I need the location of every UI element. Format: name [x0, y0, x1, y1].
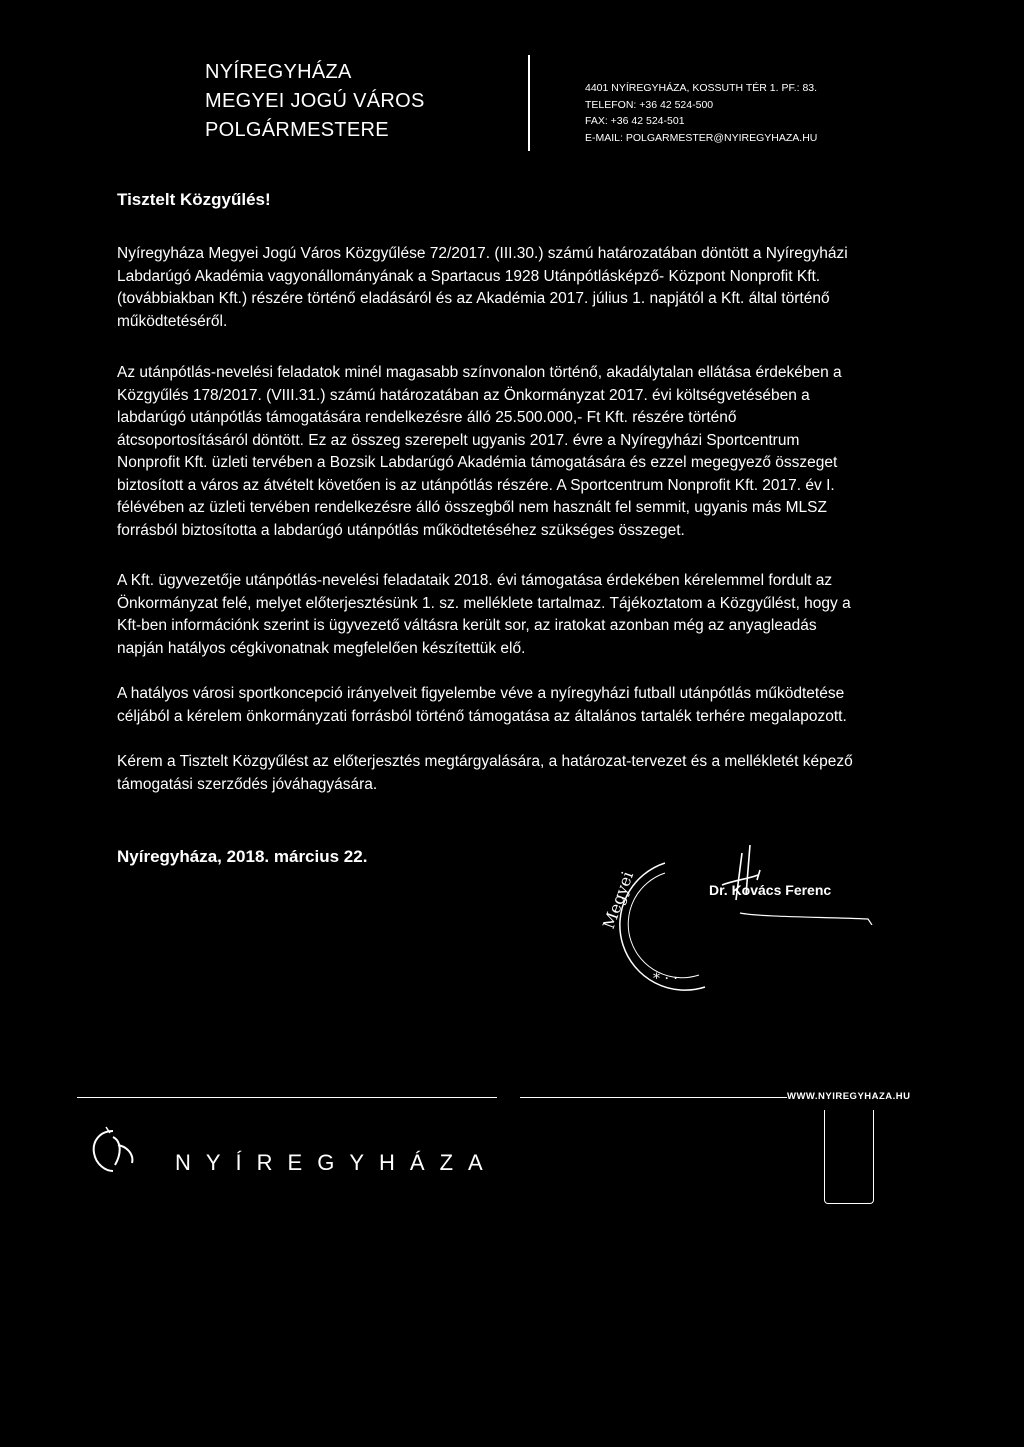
header-divider [528, 55, 530, 151]
paragraph-line: átcsoportosításáról döntött. Ez az összeg szerepelt ugyanis 2017. évre a Nyíregyházi Sportcentrum [117, 431, 800, 449]
paragraph-line: napján hatályos cégkivonatnak megfelelően készítettük elő. [117, 639, 526, 657]
office-title-line-3: POLGÁRMESTERE [205, 119, 389, 141]
paragraph-line: Önkormányzat felé, melyet előterjesztésünk 1. sz. melléklete tartalmaz. Tájékoztatom a Közgyűlést, hogy a [117, 594, 851, 612]
contact-address: 4401 NYÍREGYHÁZA, KOSSUTH TÉR 1. PF.: 83. [585, 82, 818, 94]
contact-email: E-MAIL: POLGARMESTER@NYIREGYHAZA.HU [585, 131, 818, 144]
paragraph-line: A hatályos városi sportkoncepció irányelveit figyelembe véve a nyíregyházi futball utánpótlás működtetése [117, 685, 845, 702]
contact-fax: FAX: +36 42 524-501 [585, 115, 685, 127]
paragraph-line: céljából a kérelem önkormányzati forrásból történő támogatása az általános tartalék terhére megalapozott. [117, 707, 847, 725]
contact-block [585, 80, 817, 146]
paragraph-line: Nyíregyháza Megyei Jogú Város Közgyűlése 72/2017. (III.30.) számú határozatában döntött a Nyíregyházi [117, 245, 848, 262]
footer-rule-right [520, 1097, 787, 1098]
paragraph-line: Kérem a Tisztelt Közgyűlést az előterjesztés megtárgyalására, a határozat-tervezet és a mellékletét képező [117, 753, 853, 770]
salutation: Tisztelt Közgyűlés! [117, 190, 271, 209]
paragraph-2 [117, 362, 947, 542]
footer-rule-left [77, 1097, 497, 1098]
contact-phone: TELEFON: +36 42 524-500 [585, 98, 714, 111]
paragraph-line: Nonprofit Kft. üzleti tervében a Bozsik Labdarúgó Akadémia támogatására és ezzel megegyező összeget [117, 454, 838, 471]
paragraph-line: labdarúgó utánpótlás támogatására rendelkezésre álló 25.500.000,- Ft Kft. részére történő [117, 409, 737, 426]
document-date: Nyíregyháza, 2018. március 22. [117, 847, 368, 866]
office-title-line-1: NYÍREGYHÁZA [205, 61, 352, 83]
paragraph-line: Az utánpótlás-nevelési feladatok minél magasabb színvonalon történő, akadálytalan ellátása érdekében a [117, 364, 842, 381]
paragraph-line: Labdarúgó Akadémia vagyonállományának a Spartacus 1928 Utánpótlásképző- Központ Nonprofit Kft. [117, 267, 821, 285]
paragraph-4 [117, 683, 947, 728]
paragraph-line: támogatási szerződés jóváhagyására. [117, 775, 378, 793]
footer-website: WWW.NYIREGYHAZA.HU [787, 1091, 911, 1102]
office-title-line-2: MEGYEI JOGÚ VÁROS [205, 90, 425, 112]
paragraph-line: biztosított a város az átvételt követően is az utánpótlás részére. A Sportcentrum Nonprofit Kft. 2017. év I. [117, 476, 835, 494]
paragraph-5 [117, 751, 947, 796]
paragraph-line: Kft-ben információnk szerint is ügyvezető váltásra került sor, az iratokat azonban még az anyagleadás [117, 617, 817, 634]
paragraph-line: (továbbiakban Kft.) részére történő eladásáról és az Akadémia 2017. július 1. napjától a Kft. által történő [117, 290, 830, 307]
paragraph-line: A Kft. ügyvezetője utánpótlás-nevelési feladataik 2018. évi támogatása érdekében kérelemmel fordult az [117, 572, 833, 589]
paragraph-line: Közgyűlés 178/2017. (VIII.31.) számú határozatában az Önkormányzat 2017. évi költségvetésében a [117, 386, 810, 404]
office-title [205, 58, 425, 145]
footer-corner-box [824, 1110, 874, 1204]
city-logo-icon [88, 1125, 138, 1175]
paragraph-line: működtetéséről. [117, 312, 228, 330]
paragraph-line: félévében az üzleti tervében rendelkezésre álló összegből nem használt fel semmit, ugyanis más MLSZ [117, 499, 827, 516]
paragraph-3 [117, 570, 947, 660]
paragraph-line: forrásból biztosította a labdarúgó utánpótlás működtetéséhez szükséges összeget. [117, 521, 685, 539]
signer-name: Dr. Kovács Ferenc [709, 882, 832, 898]
paragraph-1 [117, 243, 947, 333]
stamp-text: Megyei [598, 868, 638, 932]
svg-text:* · ·: * · · [653, 971, 678, 987]
footer-city-name: NYÍREGYHÁZA [175, 1150, 498, 1175]
